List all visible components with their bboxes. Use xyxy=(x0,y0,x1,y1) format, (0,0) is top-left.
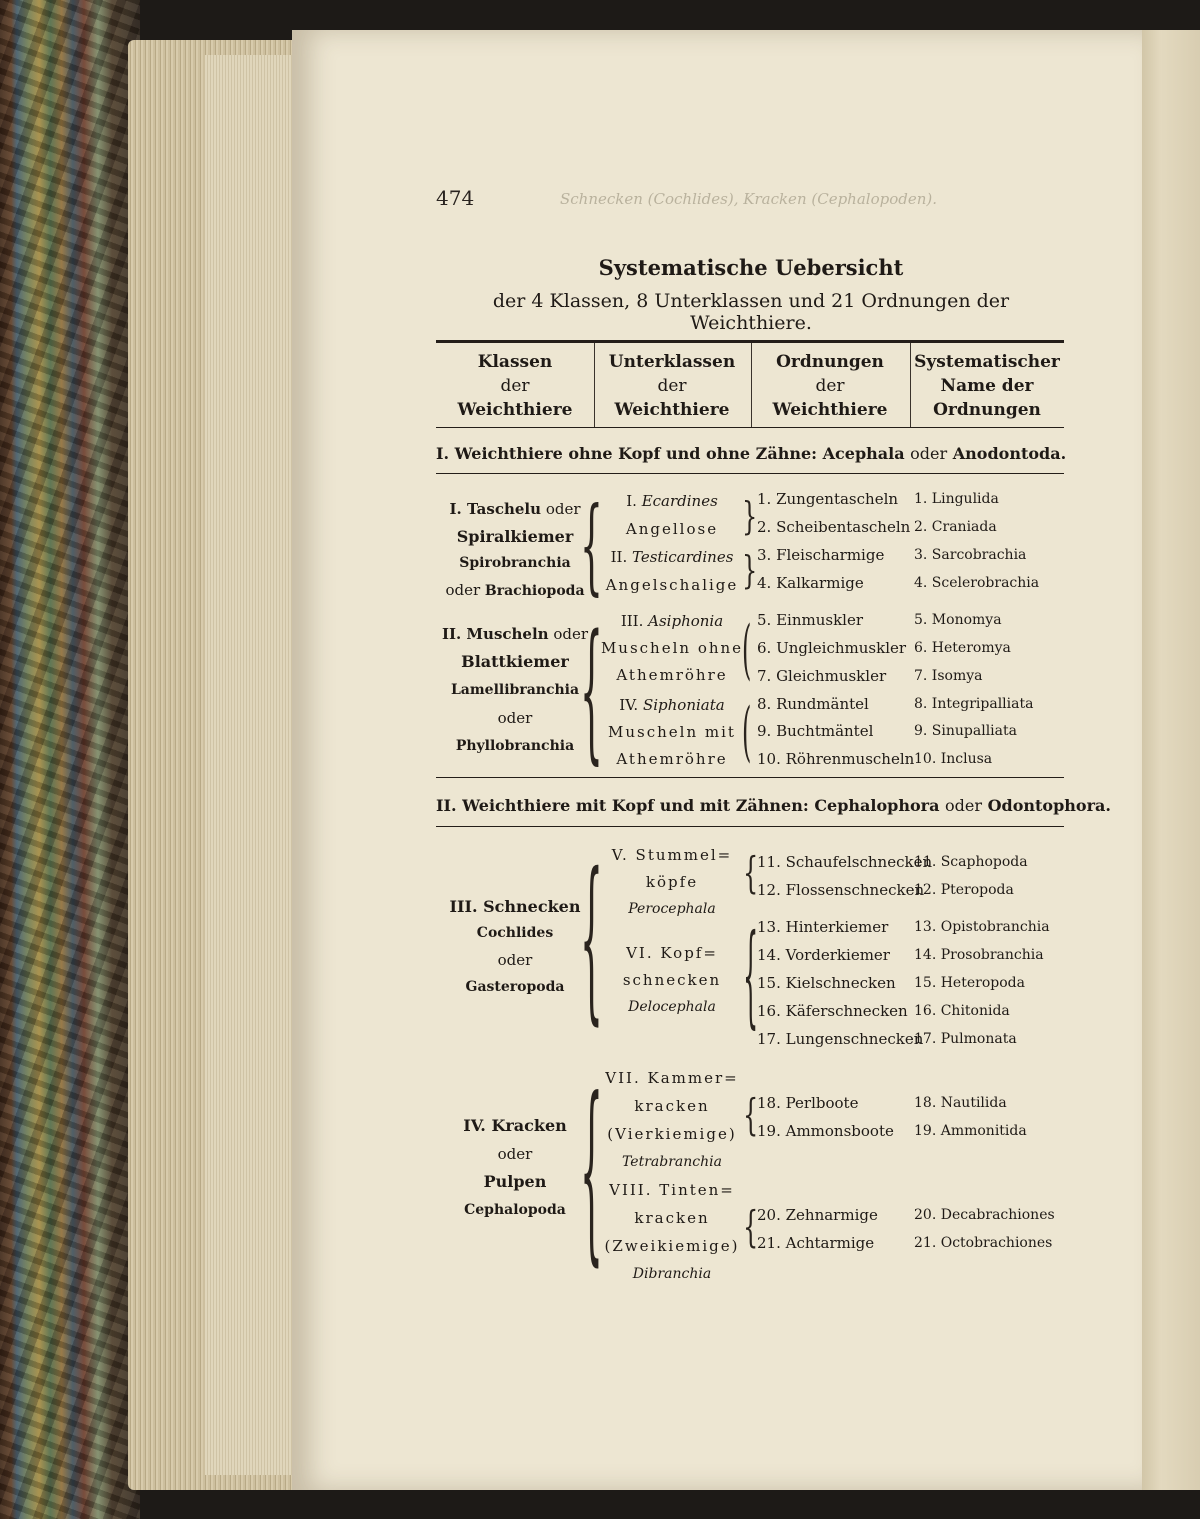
brace-class4: { xyxy=(580,1064,603,1286)
brace-sub4: ( xyxy=(742,694,752,770)
order-sys-name: 17. Pulmonata xyxy=(914,1031,1017,1047)
order-sys-name: 6. Heteromya xyxy=(914,640,1011,656)
order-row: 16. Käferschnecken xyxy=(757,1002,908,1020)
brace-sub7: { xyxy=(743,1090,759,1141)
order-sys-name: 10. Inclusa xyxy=(914,751,993,767)
order-sys-name: 16. Chitonida xyxy=(914,1003,1010,1019)
order-row: 18. Perlboote xyxy=(757,1094,859,1112)
class-muscheln: II. Muscheln oder Blattkiemer Lamellibranchia oder Phyllobranchia xyxy=(441,625,589,754)
brace-sub1: } xyxy=(742,494,758,539)
subclass-kopfschnecken: VI. Kopf= schnecken Delocephala xyxy=(622,944,722,1015)
col-divider-3 xyxy=(910,343,911,427)
subclass-asiphonia: III. Asiphonia Muscheln ohne Athemröhre xyxy=(600,612,744,684)
table-top-rule xyxy=(436,340,1064,343)
order-row: 2. Scheibentascheln xyxy=(757,518,911,536)
class-taschelu: I. Taschelu oder Spiralkiemer Spirobranchia oder Brachiopoda xyxy=(445,500,585,599)
order-row: 10. Röhrenmuscheln xyxy=(757,750,915,768)
order-sys-name: 7. Isomya xyxy=(914,668,983,684)
order-row: 4. Kalkarmige xyxy=(757,574,864,592)
header-ordnungen: Ordnungen der Weichthiere xyxy=(772,352,888,420)
section1-rule xyxy=(436,473,1064,474)
order-sys-name: 19. Ammonitida xyxy=(914,1123,1027,1139)
col-divider-1 xyxy=(594,343,595,427)
order-sys-name: 12. Pteropoda xyxy=(914,882,1014,898)
section2-top-rule xyxy=(436,777,1064,778)
order-row: 19. Ammonsboote xyxy=(757,1122,894,1140)
brace-sub3: ( xyxy=(742,612,752,688)
col-divider-2 xyxy=(751,343,752,427)
subclass-kammerkracken: VII. Kammer= kracken (Vierkiemige) Tetrabranchia xyxy=(605,1069,739,1170)
order-row: 13. Hinterkiemer xyxy=(757,918,889,936)
section-acephala: I. Weichthiere ohne Kopf und ohne Zähne: Acephala oder Anodontoda. xyxy=(436,444,1067,463)
order-row: 3. Fleischarmige xyxy=(757,546,885,564)
order-sys-name: 11. Scaphopoda xyxy=(914,854,1028,870)
order-row: 6. Ungleichmuskler xyxy=(757,639,907,657)
page-title: Systematische Uebersicht xyxy=(598,255,904,280)
brace-sub2: } xyxy=(742,548,758,593)
brace-sub6: { xyxy=(743,912,759,1041)
order-row: 5. Einmuskler xyxy=(757,611,864,629)
section-cephalophora: II. Weichthiere mit Kopf und mit Zähnen: Cephalophora oder Odontophora. xyxy=(436,796,1111,815)
section2-bottom-rule xyxy=(436,826,1064,827)
header-klassen: Klassen der Weichthiere xyxy=(457,352,573,420)
order-sys-name: 1. Lingulida xyxy=(914,491,999,507)
order-sys-name: 14. Prosobranchia xyxy=(914,947,1044,963)
order-sys-name: 4. Scelerobrachia xyxy=(914,575,1040,591)
order-row: 7. Gleichmuskler xyxy=(757,667,887,685)
order-sys-name: 15. Heteropoda xyxy=(914,975,1025,991)
subclass-siphoniata: IV. Siphoniata Muscheln mit Athemröhre xyxy=(608,696,736,768)
order-sys-name: 5. Monomya xyxy=(914,612,1002,628)
order-row: 15. Kielschnecken xyxy=(757,974,896,992)
brace-sub8: { xyxy=(743,1202,759,1253)
order-sys-name: 9. Sinupalliata xyxy=(914,723,1017,739)
order-sys-name: 13. Opistobranchia xyxy=(914,919,1050,935)
order-row: 11. Schaufelschnecken xyxy=(757,853,933,871)
order-row: 9. Buchtmäntel xyxy=(757,722,874,740)
next-page-edge xyxy=(1135,30,1200,1490)
page-subtitle: der 4 Klassen, 8 Unterklassen und 21 Ordnungen der Weichthiere. xyxy=(492,290,1010,334)
order-row: 14. Vorderkiemer xyxy=(757,946,890,964)
running-head: Schnecken (Cochlides), Kracken (Cephalopoden). xyxy=(560,190,937,208)
order-row: 17. Lungenschnecken xyxy=(757,1030,924,1048)
brace-class3: { xyxy=(580,842,603,1043)
order-sys-name: 21. Octobrachiones xyxy=(914,1235,1053,1251)
page-number: 474 xyxy=(436,186,475,210)
order-row: 21. Achtarmige xyxy=(757,1234,875,1252)
subclass-stummelkoepfe: V. Stummel= köpfe Perocephala xyxy=(611,846,733,917)
brace-sub5: { xyxy=(743,848,759,899)
class-schnecken: III. Schnecken Cochlides oder Gasteropoda xyxy=(449,897,581,995)
order-sys-name: 18. Nautilida xyxy=(914,1095,1007,1111)
order-row: 12. Flossenschnecken xyxy=(757,881,925,899)
order-sys-name: 3. Sarcobrachia xyxy=(914,547,1027,563)
subclass-tintenkracken: VIII. Tinten= kracken (Zweikiemige) Dibranchia xyxy=(604,1181,740,1282)
order-sys-name: 8. Integripalliata xyxy=(914,696,1034,712)
page-edges-inner xyxy=(205,55,300,1475)
header-systematisch: Systematischer Name der Ordnungen xyxy=(914,352,1060,420)
order-row: 1. Zungentascheln xyxy=(757,490,899,508)
order-row: 20. Zehnarmige xyxy=(757,1206,878,1224)
order-row: 8. Rundmäntel xyxy=(757,695,869,713)
order-sys-name: 2. Craniada xyxy=(914,519,997,535)
subclass-testicardines: II. Testicardines Angelschalige xyxy=(605,548,739,594)
header-unterklassen: Unterklassen der Weichthiere xyxy=(608,352,736,420)
marbled-cover xyxy=(0,0,140,1519)
class-kracken: IV. Kracken oder Pulpen Cephalopoda xyxy=(463,1116,567,1218)
brace-class1: { xyxy=(580,488,603,607)
brace-class2: { xyxy=(580,608,603,781)
order-sys-name: 20. Decabrachiones xyxy=(914,1207,1055,1223)
subclass-ecardines: I. Ecardines Angellose xyxy=(625,492,719,538)
header-bottom-rule xyxy=(436,427,1064,428)
